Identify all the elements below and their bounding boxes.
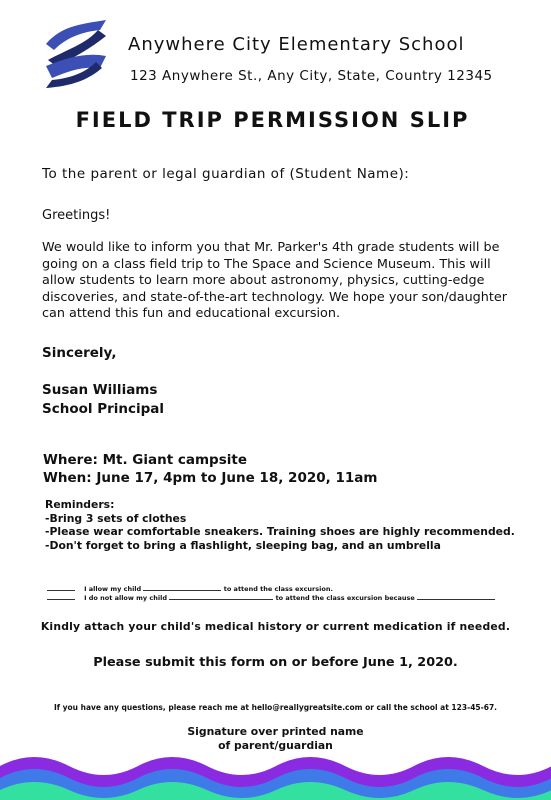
reminder-item: -Bring 3 sets of clothes [45,511,187,525]
event-when: When: June 17, 4pm to June 18, 2020, 11am [43,470,378,486]
allow-prefix: I allow my child [84,585,142,593]
school-logo [36,16,116,92]
deny-check-blank[interactable] [47,599,75,600]
body-paragraph: We would like to inform you that Mr. Parker's 4th grade students will be going on a class field trip to The Space and Science Museum. This will allow students to learn more about astronomy, physics, cutting-edge discoveries, and state-of-the-art technology. We hope your son/daughter can attend this fun and educational excursion. [42,240,508,321]
reminder-item: -Please wear comfortable sneakers. Training shoes are highly recommended. [45,525,515,538]
school-name: Anywhere City Elementary School [128,34,465,55]
signature-line2: of parent/guardian [218,739,333,752]
salutation: To the parent or legal guardian of (Student Name): [42,166,410,182]
reminders-heading: Reminders: [45,498,115,511]
signature-line1: Signature over printed name [187,725,364,738]
attach-note: Kindly attach your child's medical history or current medication if needed. [40,620,511,633]
page-title: FIELD TRIP PERMISSION SLIP [75,108,470,132]
deny-reason-field[interactable] [417,599,495,600]
greeting: Greetings! [42,208,111,223]
consent-section [47,585,495,603]
contact-note: If you have any questions, please reach me at hello@reallygreatsite.com or call the school at 123-45-67. [53,703,498,712]
signatory [42,381,164,419]
reminder-item: -Don't forget to bring a flashlight, sleeping bag, and an umbrella [45,538,441,552]
consent-allow-row [47,585,495,594]
event-details [43,451,377,487]
submit-note: Please submit this form on or before June 1, 2020. [93,655,458,670]
decorative-waves [0,748,551,800]
deny-prefix: I do not allow my child [84,594,168,602]
reminders [45,498,515,552]
deny-child-name-field[interactable] [169,599,273,600]
deny-suffix: to attend the class excursion because [275,594,415,602]
closing: Sincerely, [42,345,117,361]
school-address: 123 Anywhere St., Any City, State, Country 12345 [130,68,493,84]
consent-deny-row [47,594,495,603]
signatory-role: School Principal [42,401,165,417]
event-where: Where: Mt. Giant campsite [43,452,247,468]
allow-suffix: to attend the class excursion. [223,585,333,593]
signatory-name: Susan Williams [42,382,158,398]
allow-check-blank[interactable] [47,590,75,591]
allow-child-name-field[interactable] [143,590,221,591]
